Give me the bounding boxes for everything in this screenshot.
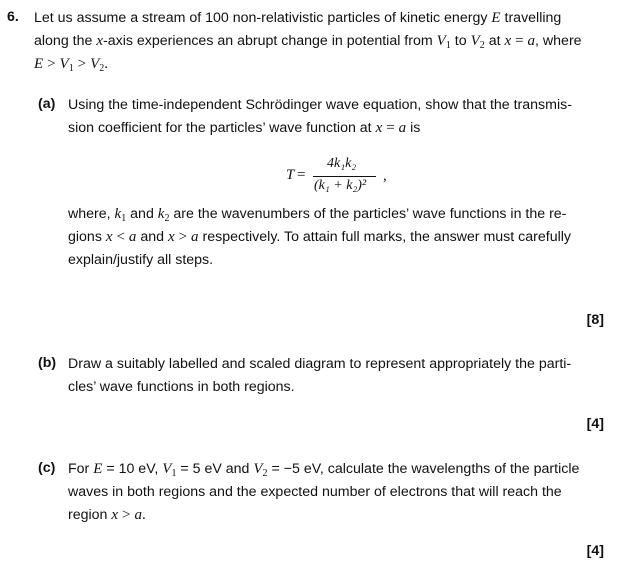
part-b-line-1: Draw a suitably labelled and scaled diagram to represent appropriately the parti- — [68, 356, 572, 372]
intro-line-2: along the x-axis experiences an abrupt change in potential from $V_1$ to $V_2$ at x = a, where — [34, 33, 582, 51]
part-c-line-2: waves in both regions and the expected number of electrons that will reach the — [68, 484, 562, 500]
part-a-line-1: Using the time-independent Schrödinger wave equation, show that the transmis- — [68, 97, 572, 113]
part-a-line-4: gions x < a and x > a respectively. To attain full marks, the answer must carefully — [68, 229, 571, 245]
part-a-line-5: explain/justify all steps. — [68, 252, 214, 268]
part-c-label: (c) — [38, 460, 56, 476]
part-a-line-3: where, $k_1$ and $k_2$ are the wavenumbers of the particles’ wave functions in the re- — [68, 206, 567, 224]
part-b-marks: [4] — [586, 416, 604, 432]
part-a-label: (a) — [38, 96, 56, 112]
formula-numerator: 4k₁k₂ — [327, 156, 357, 171]
transmission-formula: T = 4k₁k₂ (k₁ + k₂)² , — [286, 156, 387, 193]
part-b-label: (b) — [38, 355, 57, 371]
part-c-line-1: For E = 10 eV, $V_1 = 5$ eV and $V_2 = -5$ eV, calculate the wavelengths of the particle — [68, 461, 580, 479]
part-c-marks: [4] — [586, 543, 604, 559]
formula-denominator: (k₁ + k₂)² — [314, 178, 367, 193]
part-c-line-3: region x > a. — [68, 507, 146, 523]
fraction-bar — [313, 176, 376, 177]
part-b-line-2: cles’ wave functions in both regions. — [68, 379, 295, 395]
intro-line-1: Let us assume a stream of 100 non-relativistic particles of kinetic energy E travelling — [34, 10, 562, 26]
intro-line-3: $E > V_1 > V_2$. — [34, 56, 109, 74]
part-a-marks: [8] — [586, 312, 604, 328]
question-number: 6. — [7, 9, 19, 25]
part-a-line-2: sion coefficient for the particles’ wave function at x = a is — [68, 120, 421, 136]
